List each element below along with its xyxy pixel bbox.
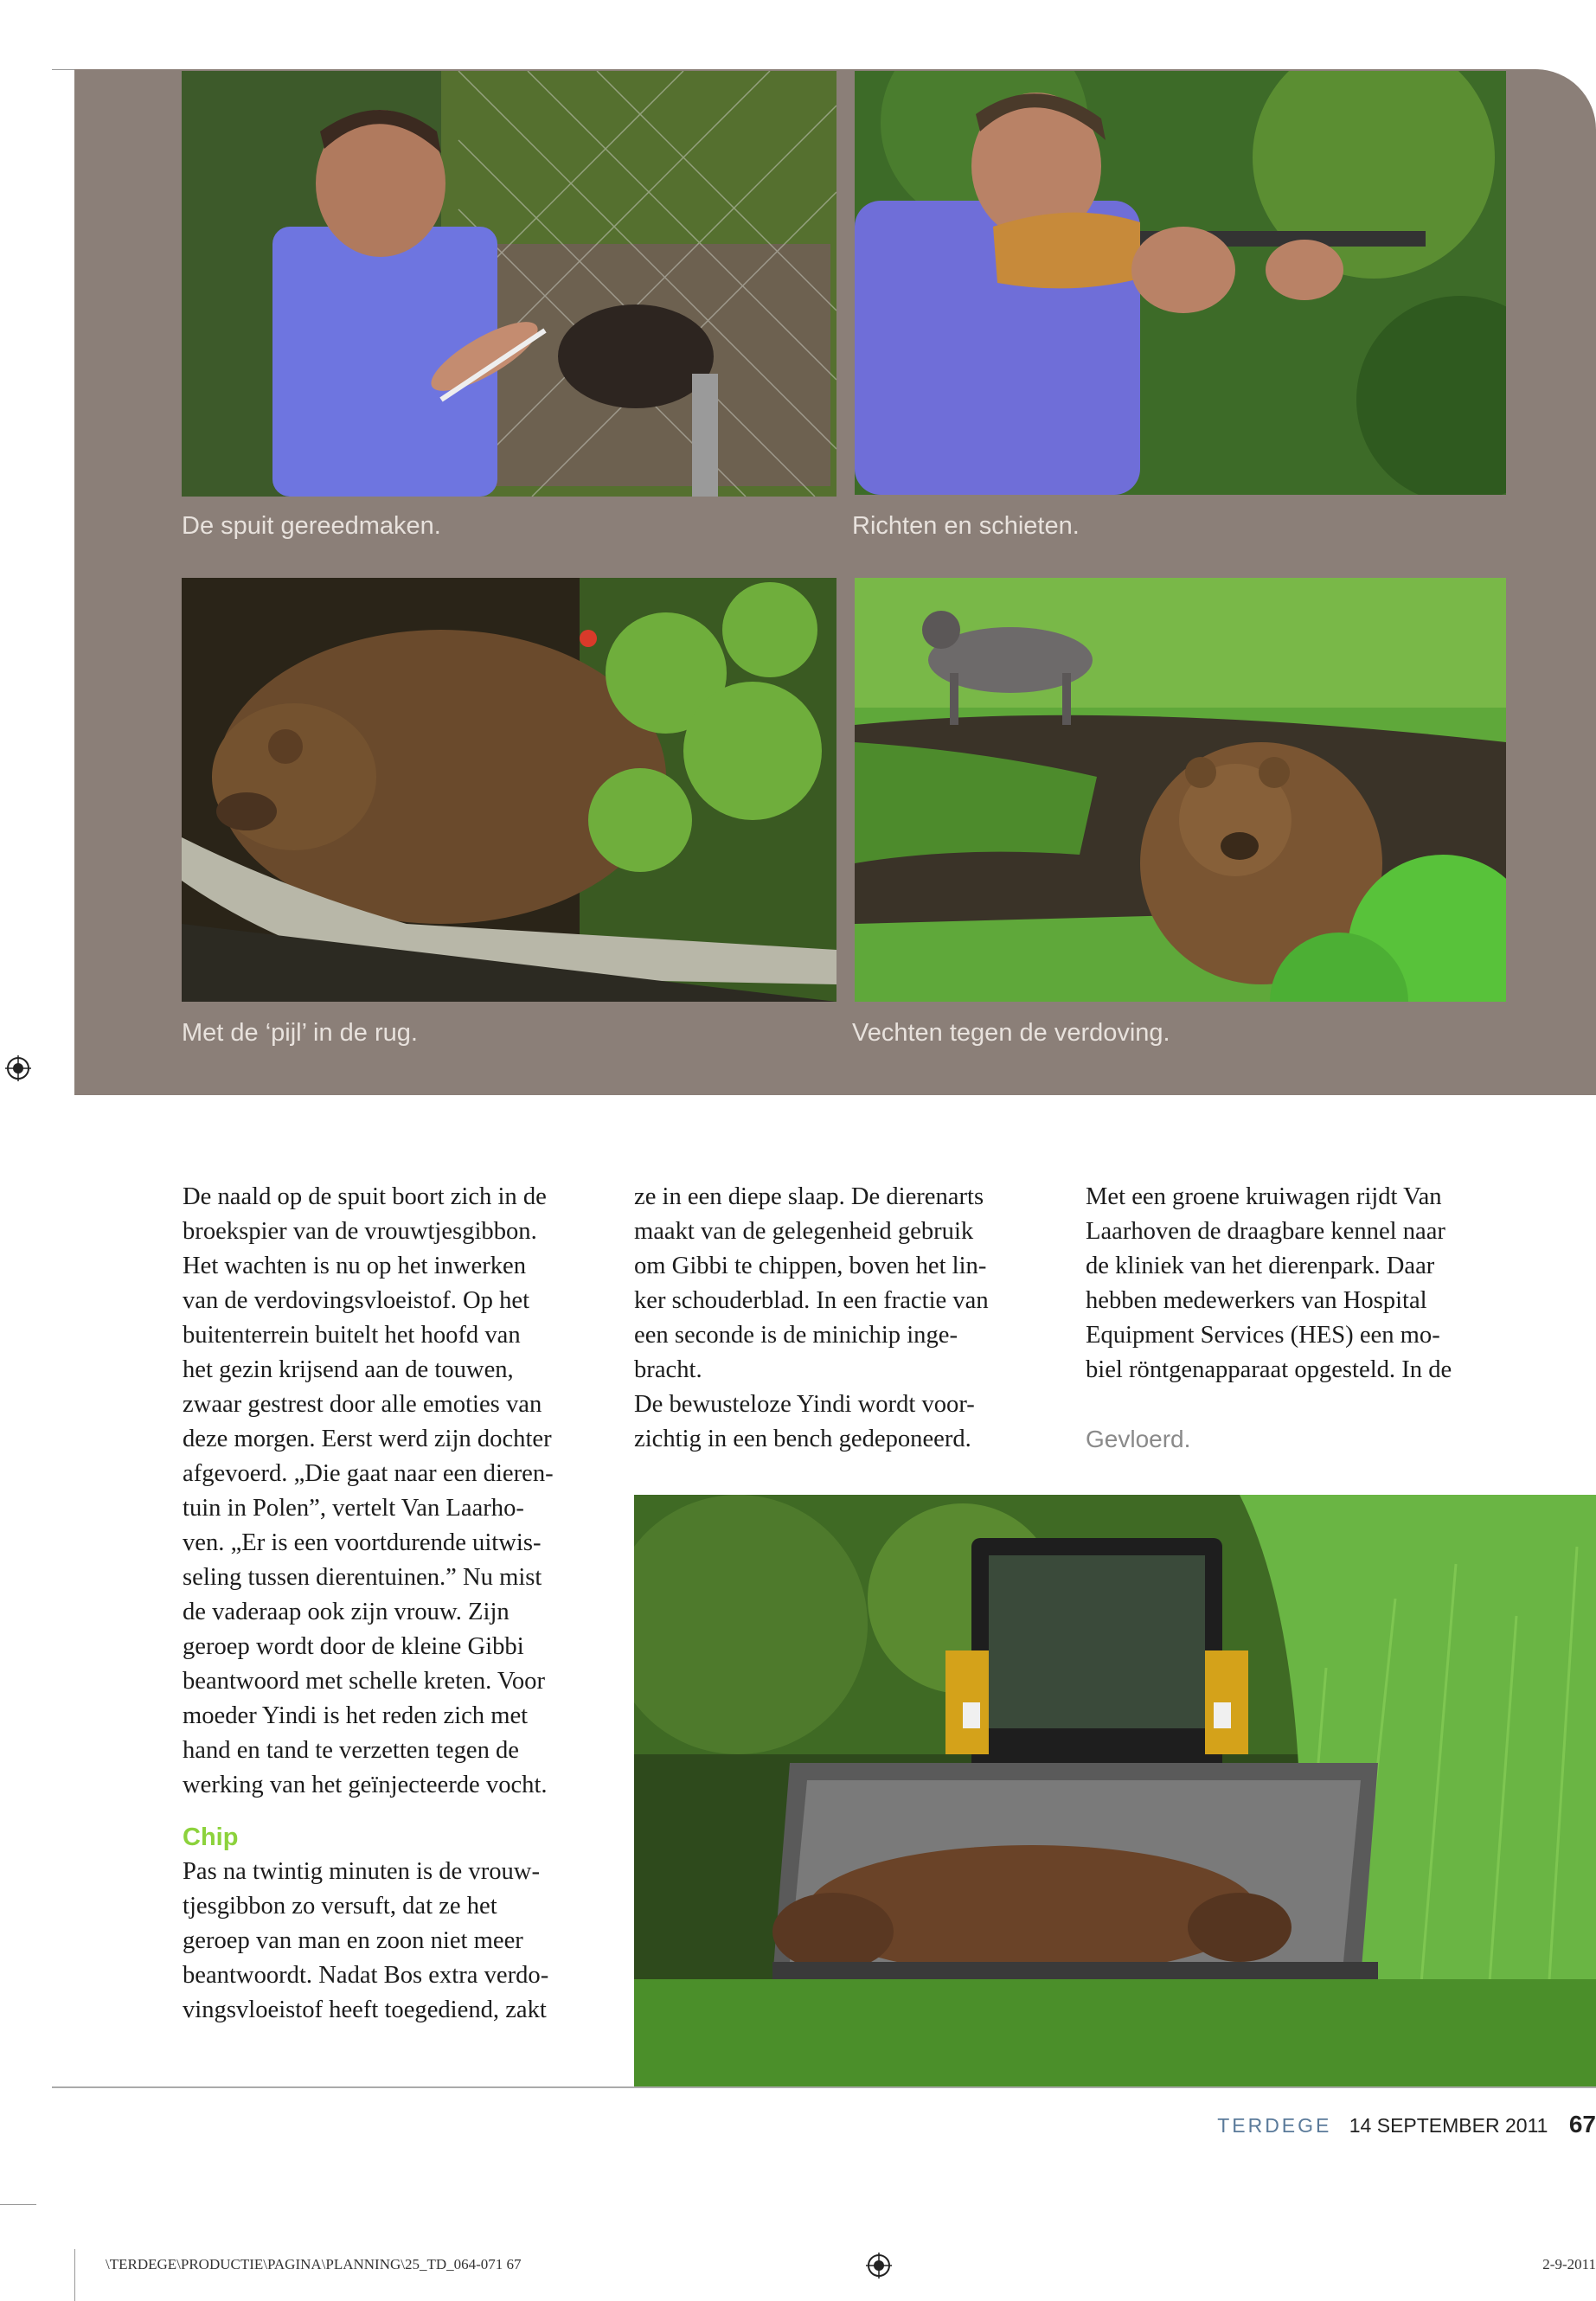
body-line: om Gibbi te chippen, boven het lin- — [634, 1253, 987, 1279]
production-slug-path: \TERDEGE\PRODUCTIE\PAGINA\PLANNING\25_TD_064-071 67 — [106, 2256, 522, 2272]
body-line: tuin in Polen”, vertelt Van Laarho- — [183, 1495, 524, 1522]
body-line: maakt van de gelegenheid gebruik — [634, 1218, 974, 1245]
photo-aiming — [855, 71, 1506, 495]
body-line: Met een groene kruiwagen rijdt Van — [1086, 1183, 1442, 1210]
article-column-2 — [634, 1180, 1067, 1457]
body-line: broekspier van de vrouwtjesgibbon. — [183, 1218, 537, 1245]
footer-rule — [52, 2086, 1596, 2088]
body-line: ze in een diepe slaap. De dierenarts — [634, 1183, 984, 1210]
body-line: van de verdovingsvloeistof. Op het — [183, 1287, 530, 1314]
body-line: de kliniek van het dierenpark. Daar — [1086, 1253, 1435, 1279]
body-line: Pas na twintig minuten is de vrouw- — [183, 1858, 540, 1885]
photo-bulldozer-bear — [634, 1495, 1596, 2088]
footer-date: 14 SEPTEMBER 2011 — [1349, 2114, 1548, 2137]
body-line: beantwoordt. Nadat Bos extra verdo- — [183, 1962, 549, 1989]
article-column-1 — [183, 1180, 615, 2028]
page-number: 67 — [1568, 2111, 1596, 2138]
body-line: geroep wordt door de kleine Gibbi — [183, 1633, 524, 1660]
body-line: werking van het geïnjecteerde vocht. — [183, 1772, 548, 1798]
crop-mark-bottom-left — [0, 2204, 36, 2205]
body-line: Laarhoven de draagbare kennel naar — [1086, 1218, 1445, 1245]
footer-brand: TERDEGE — [1217, 2114, 1332, 2137]
body-line: afgevoerd. „Die gaat naar een dieren- — [183, 1460, 554, 1487]
article-column-3 — [1086, 1180, 1570, 1388]
registration-mark-icon — [866, 2253, 892, 2279]
body-line: het gezin krijsend aan de touwen, — [183, 1356, 514, 1383]
caption-syringe: De spuit gereedmaken. — [182, 512, 441, 540]
body-line: biel röntgenapparaat opgesteld. In de — [1086, 1356, 1452, 1383]
caption-bear-wolf: Vechten tegen de verdoving. — [852, 1019, 1170, 1047]
body-line: Het wachten is nu op het inwerken — [183, 1253, 527, 1279]
body-line: moeder Yindi is het reden zich met — [183, 1702, 529, 1729]
body-line: hebben medewerkers van Hospital — [1086, 1287, 1427, 1314]
caption-bulldozer: Gevloerd. — [1086, 1426, 1191, 1452]
body-line: zichtig in een bench gedeponeerd. — [634, 1426, 971, 1452]
body-line: ker schouderblad. In een fractie van — [634, 1287, 989, 1314]
body-line: De naald op de spuit boort zich in de — [183, 1183, 547, 1210]
caption-bear-dart: Met de ‘pijl’ in de rug. — [182, 1019, 418, 1047]
production-slug-date: 2-9-2011 — [1542, 2256, 1596, 2272]
photo-bear-wolf — [855, 578, 1506, 1002]
body-line: seling tussen dierentuinen.” Nu mist — [183, 1564, 542, 1591]
body-line: beantwoord met schelle kreten. Voor — [183, 1668, 545, 1695]
caption-aiming: Richten en schieten. — [852, 512, 1080, 540]
registration-mark-icon — [5, 1055, 31, 1081]
body-line: hand en tand te verzetten tegen de — [183, 1737, 520, 1764]
photo-bear-dart — [182, 578, 836, 1002]
body-line: zwaar gestrest door alle emoties van — [183, 1391, 542, 1418]
body-line: deze morgen. Eerst werd zijn dochter — [183, 1426, 552, 1452]
body-line: vingsvloeistof heeft toegediend, zakt — [183, 1997, 547, 2023]
body-line: bracht. — [634, 1356, 702, 1383]
crop-mark-bottom-vertical — [74, 2249, 75, 2301]
page-footer — [1217, 2111, 1596, 2138]
body-line: de vaderaap ook zijn vrouw. Zijn — [183, 1599, 510, 1625]
body-line: Equipment Services (HES) een mo- — [1086, 1322, 1440, 1349]
body-line: een seconde is de minichip inge- — [634, 1322, 958, 1349]
body-line: buitenterrein buitelt het hoofd van — [183, 1322, 521, 1349]
subheading-chip: Chip — [183, 1823, 239, 1851]
body-line: tjesgibbon zo versuft, dat ze het — [183, 1893, 497, 1920]
body-line: De bewusteloze Yindi wordt voor- — [634, 1391, 975, 1418]
body-line: geroep van man en zoon niet meer — [183, 1927, 523, 1954]
photo-syringe-preparation — [182, 71, 836, 497]
body-line: ven. „Er is een voortdurende uitwis- — [183, 1529, 542, 1556]
